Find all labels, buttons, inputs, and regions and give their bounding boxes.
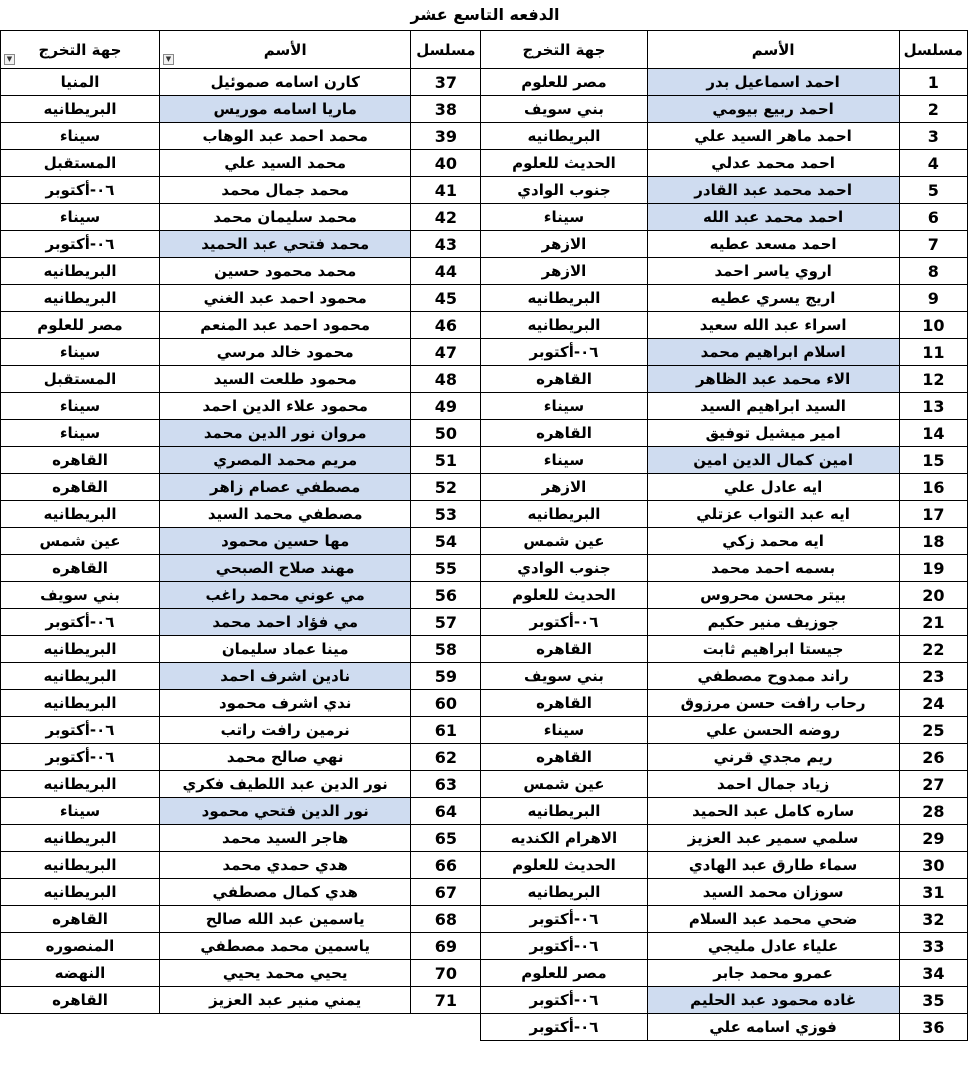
grad-cell[interactable]: البريطانيه [1, 258, 160, 285]
grad-cell[interactable]: القاهره [481, 690, 647, 717]
grad-cell[interactable]: القاهره [481, 366, 647, 393]
grad-cell[interactable]: المستقبل [1, 366, 160, 393]
name-cell[interactable]: محمد السيد علي [159, 150, 410, 177]
serial-cell[interactable]: 67 [411, 879, 481, 906]
name-cell[interactable]: سماء طارق عبد الهادي [647, 852, 899, 879]
name-cell[interactable]: نور الدين فتحي محمود [159, 798, 410, 825]
grad-cell[interactable]: البريطانيه [481, 501, 647, 528]
grad-cell[interactable]: البريطانيه [1, 501, 160, 528]
name-cell[interactable]: محمود علاء الدين احمد [159, 393, 410, 420]
grad-cell[interactable]: الاهرام الكنديه [481, 825, 647, 852]
serial-cell[interactable]: 18 [899, 528, 967, 555]
name-cell[interactable]: كارن اسامه صموئيل [159, 69, 410, 96]
table-row [1, 528, 968, 555]
name-cell[interactable]: محمد احمد عبد الوهاب [159, 123, 410, 150]
grad-cell[interactable]: ٠٦-أكتوبر [1, 744, 160, 771]
table-row [1, 609, 968, 636]
name-cell[interactable]: فوزي اسامه علي [647, 1014, 899, 1041]
grad-cell[interactable]: الحديث للعلوم [481, 852, 647, 879]
serial-cell[interactable]: 34 [899, 960, 967, 987]
serial-cell[interactable]: 64 [411, 798, 481, 825]
table-row [1, 474, 968, 501]
grad-cell[interactable]: ٠٦-أكتوبر [481, 906, 647, 933]
table-row [1, 771, 968, 798]
grad-cell[interactable]: سيناء [1, 123, 160, 150]
grad-cell[interactable]: الازهر [481, 258, 647, 285]
name-cell[interactable]: محمد جمال محمد [159, 177, 410, 204]
name-cell[interactable]: اروي ياسر احمد [647, 258, 899, 285]
name-cell[interactable]: مي عوني محمد راغب [159, 582, 410, 609]
name-cell[interactable]: مصطفي عصام زاهر [159, 474, 410, 501]
table-row [1, 825, 968, 852]
grad-cell[interactable]: سيناء [1, 204, 160, 231]
serial-cell[interactable]: 51 [411, 447, 481, 474]
table-row [1, 231, 968, 258]
grad-cell[interactable]: مصر للعلوم [1, 312, 160, 339]
name-cell[interactable]: الاء محمد عبد الظاهر [647, 366, 899, 393]
table-row [1, 663, 968, 690]
serial-cell[interactable]: 42 [411, 204, 481, 231]
serial-cell[interactable]: 5 [899, 177, 967, 204]
table-row [1, 123, 968, 150]
name-cell[interactable]: ضحي محمد عبد السلام [647, 906, 899, 933]
name-cell[interactable]: يمني منير عبد العزيز [159, 987, 410, 1014]
table-row [1, 366, 968, 393]
table-row [1, 690, 968, 717]
table-row [1, 393, 968, 420]
name-cell[interactable]: يحيي محمد يحيي [159, 960, 410, 987]
grad-cell[interactable]: سيناء [481, 204, 647, 231]
serial-cell[interactable]: 58 [411, 636, 481, 663]
grad-cell[interactable]: ٠٦-أكتوبر [1, 609, 160, 636]
name-cell[interactable]: اريج يسري عطيه [647, 285, 899, 312]
serial-cell[interactable]: 53 [411, 501, 481, 528]
name-cell[interactable]: احمد محمد عبد القادر [647, 177, 899, 204]
name-cell[interactable]: جيستا ابراهيم ثابت [647, 636, 899, 663]
table-row [1, 420, 968, 447]
grad-cell[interactable]: سيناء [1, 339, 160, 366]
name-cell[interactable]: بسمه احمد محمد [647, 555, 899, 582]
grad-cell[interactable]: عين شمس [481, 771, 647, 798]
serial-cell[interactable]: 62 [411, 744, 481, 771]
table-row [1, 312, 968, 339]
serial-cell[interactable]: 6 [899, 204, 967, 231]
serial-cell[interactable]: 55 [411, 555, 481, 582]
name-cell[interactable]: سوزان محمد السيد [647, 879, 899, 906]
serial-cell[interactable]: 27 [899, 771, 967, 798]
serial-cell[interactable]: 63 [411, 771, 481, 798]
serial-cell[interactable]: 12 [899, 366, 967, 393]
grad-cell[interactable]: سيناء [1, 393, 160, 420]
serial-cell[interactable]: 39 [411, 123, 481, 150]
name-cell[interactable]: السيد ابراهيم السيد [647, 393, 899, 420]
name-cell[interactable]: ساره كامل عبد الحميد [647, 798, 899, 825]
name-cell[interactable]: هدي كمال مصطفي [159, 879, 410, 906]
header-name-label: الأسم [263, 40, 307, 59]
graduates-table [0, 30, 968, 1041]
name-cell[interactable]: احمد ربيع بيومي [647, 96, 899, 123]
serial-cell[interactable]: 7 [899, 231, 967, 258]
grad-cell[interactable]: البريطانيه [1, 285, 160, 312]
name-cell[interactable]: جوزيف منير حكيم [647, 609, 899, 636]
name-cell[interactable]: امير ميشيل توفيق [647, 420, 899, 447]
header-name-left[interactable] [159, 31, 410, 69]
name-cell[interactable]: احمد محمد عدلي [647, 150, 899, 177]
grad-cell[interactable]: البريطانيه [481, 879, 647, 906]
grad-cell[interactable]: ٠٦-أكتوبر [481, 933, 647, 960]
name-cell[interactable]: محمود احمد عبد الغني [159, 285, 410, 312]
serial-cell[interactable]: 20 [899, 582, 967, 609]
grad-cell[interactable]: القاهره [1, 474, 160, 501]
serial-cell[interactable]: 10 [899, 312, 967, 339]
name-cell[interactable]: احمد ماهر السيد علي [647, 123, 899, 150]
table-row [1, 717, 968, 744]
serial-cell[interactable]: 19 [899, 555, 967, 582]
serial-cell[interactable]: 49 [411, 393, 481, 420]
header-name-right: الأسم [647, 31, 899, 69]
name-cell[interactable]: نادين اشرف احمد [159, 663, 410, 690]
name-cell[interactable]: مها حسين محمود [159, 528, 410, 555]
serial-cell[interactable]: 70 [411, 960, 481, 987]
grad-cell[interactable]: سيناء [481, 717, 647, 744]
grad-cell[interactable]: القاهره [481, 420, 647, 447]
name-cell[interactable]: غاده محمود عبد الحليم [647, 987, 899, 1014]
table-row [1, 1014, 968, 1041]
serial-cell[interactable]: 30 [899, 852, 967, 879]
name-cell[interactable]: ايه محمد زكي [647, 528, 899, 555]
name-cell[interactable]: ريم مجدي قرني [647, 744, 899, 771]
serial-cell[interactable]: 38 [411, 96, 481, 123]
serial-cell[interactable]: 46 [411, 312, 481, 339]
grad-cell[interactable]: سيناء [481, 447, 647, 474]
table-row [1, 852, 968, 879]
serial-cell[interactable]: 59 [411, 663, 481, 690]
serial-cell[interactable]: 68 [411, 906, 481, 933]
name-cell[interactable]: مهند صلاح الصبحي [159, 555, 410, 582]
table-row [1, 582, 968, 609]
serial-cell[interactable]: 8 [899, 258, 967, 285]
header-grad-left[interactable] [1, 31, 160, 69]
empty-cell [1, 1014, 481, 1041]
serial-cell[interactable]: 29 [899, 825, 967, 852]
grad-cell[interactable]: ٠٦-أكتوبر [1, 717, 160, 744]
serial-cell[interactable]: 41 [411, 177, 481, 204]
name-cell[interactable]: ايه عبد التواب عزتلي [647, 501, 899, 528]
table-row [1, 933, 968, 960]
serial-cell[interactable]: 52 [411, 474, 481, 501]
serial-cell[interactable]: 36 [899, 1014, 967, 1041]
serial-cell[interactable]: 15 [899, 447, 967, 474]
grad-cell[interactable]: سيناء [1, 798, 160, 825]
serial-cell[interactable]: 23 [899, 663, 967, 690]
table-row [1, 258, 968, 285]
serial-cell[interactable]: 56 [411, 582, 481, 609]
grad-cell[interactable]: الحديث للعلوم [481, 150, 647, 177]
serial-cell[interactable]: 40 [411, 150, 481, 177]
grad-cell[interactable]: الازهر [481, 231, 647, 258]
grad-cell[interactable]: البريطانيه [481, 798, 647, 825]
grad-cell[interactable]: البريطانيه [1, 879, 160, 906]
name-cell[interactable]: نهي صالح محمد [159, 744, 410, 771]
name-cell[interactable]: محمد محمود حسين [159, 258, 410, 285]
grad-cell[interactable]: بني سويف [1, 582, 160, 609]
table-row [1, 96, 968, 123]
grad-cell[interactable]: البريطانيه [1, 690, 160, 717]
name-cell[interactable]: مروان نور الدين محمد [159, 420, 410, 447]
grad-cell[interactable]: الازهر [481, 474, 647, 501]
serial-cell[interactable]: 22 [899, 636, 967, 663]
grad-cell[interactable]: المنيا [1, 69, 160, 96]
grad-cell[interactable]: ٠٦-أكتوبر [481, 987, 647, 1014]
grad-cell[interactable]: ٠٦-أكتوبر [481, 339, 647, 366]
sheet-title: الدفعه التاسع عشر [410, 5, 560, 24]
name-cell[interactable]: محمد فتحي عبد الحميد [159, 231, 410, 258]
table-row [1, 285, 968, 312]
table-row [1, 177, 968, 204]
serial-cell[interactable]: 69 [411, 933, 481, 960]
serial-cell[interactable]: 1 [899, 69, 967, 96]
serial-cell[interactable]: 65 [411, 825, 481, 852]
name-cell[interactable]: روضه الحسن علي [647, 717, 899, 744]
grad-cell[interactable]: البريطانيه [1, 852, 160, 879]
name-cell[interactable]: مي فؤاد احمد محمد [159, 609, 410, 636]
name-cell[interactable]: نرمين رافت راتب [159, 717, 410, 744]
header-row [1, 31, 968, 69]
header-grad-label: جهة التخرج [38, 40, 122, 59]
serial-cell[interactable]: 26 [899, 744, 967, 771]
name-cell[interactable]: ماريا اسامه موريس [159, 96, 410, 123]
dropdown-arrow-icon[interactable]: ▼ [4, 54, 15, 65]
table-row [1, 906, 968, 933]
name-cell[interactable]: هاجر السيد محمد [159, 825, 410, 852]
name-cell[interactable]: بيتر محسن محروس [647, 582, 899, 609]
name-cell[interactable]: ياسمين عبد الله صالح [159, 906, 410, 933]
table-row [1, 798, 968, 825]
serial-cell[interactable]: 71 [411, 987, 481, 1014]
name-cell[interactable]: احمد مسعد عطيه [647, 231, 899, 258]
name-cell[interactable]: علياء عادل مليجي [647, 933, 899, 960]
table-row [1, 987, 968, 1014]
grad-cell[interactable]: ٠٦-أكتوبر [481, 609, 647, 636]
grad-cell[interactable]: الحديث للعلوم [481, 582, 647, 609]
grad-cell[interactable]: البريطانيه [481, 285, 647, 312]
serial-cell[interactable]: 66 [411, 852, 481, 879]
serial-cell[interactable]: 61 [411, 717, 481, 744]
grad-cell[interactable]: بني سويف [481, 96, 647, 123]
grad-cell[interactable]: القاهره [1, 987, 160, 1014]
grad-cell[interactable]: سيناء [1, 420, 160, 447]
grad-cell[interactable]: النهضه [1, 960, 160, 987]
grad-cell[interactable]: مصر للعلوم [481, 69, 647, 96]
serial-cell[interactable]: 28 [899, 798, 967, 825]
serial-cell[interactable]: 60 [411, 690, 481, 717]
name-cell[interactable]: ندي اشرف محمود [159, 690, 410, 717]
grad-cell[interactable]: المستقبل [1, 150, 160, 177]
serial-cell[interactable]: 57 [411, 609, 481, 636]
serial-cell[interactable]: 25 [899, 717, 967, 744]
name-cell[interactable]: هدي حمدي محمد [159, 852, 410, 879]
table-row [1, 879, 968, 906]
table-row [1, 636, 968, 663]
grad-cell[interactable]: القاهره [481, 744, 647, 771]
name-cell[interactable]: رحاب رافت حسن مرزوق [647, 690, 899, 717]
grad-cell[interactable]: ٠٦-أكتوبر [1, 177, 160, 204]
serial-cell[interactable]: 14 [899, 420, 967, 447]
grad-cell[interactable]: بني سويف [481, 663, 647, 690]
name-cell[interactable]: نور الدين عبد اللطيف فكري [159, 771, 410, 798]
serial-cell[interactable]: 9 [899, 285, 967, 312]
name-cell[interactable]: سلمي سمير عبد العزيز [647, 825, 899, 852]
serial-cell[interactable]: 32 [899, 906, 967, 933]
grad-cell[interactable]: سيناء [481, 393, 647, 420]
table-row [1, 960, 968, 987]
serial-cell[interactable]: 45 [411, 285, 481, 312]
grad-cell[interactable]: جنوب الوادي [481, 555, 647, 582]
serial-cell[interactable]: 47 [411, 339, 481, 366]
grad-cell[interactable]: البريطانيه [1, 771, 160, 798]
table-row [1, 744, 968, 771]
dropdown-arrow-icon[interactable]: ▼ [163, 54, 174, 65]
serial-cell[interactable]: 3 [899, 123, 967, 150]
name-cell[interactable]: محمود احمد عبد المنعم [159, 312, 410, 339]
serial-cell[interactable]: 54 [411, 528, 481, 555]
name-cell[interactable]: زياد جمال احمد [647, 771, 899, 798]
name-cell[interactable]: امين كمال الدين امين [647, 447, 899, 474]
serial-cell[interactable]: 43 [411, 231, 481, 258]
table-row [1, 339, 968, 366]
grad-cell[interactable]: ٠٦-أكتوبر [481, 1014, 647, 1041]
name-cell[interactable]: اسلام ابراهيم محمد [647, 339, 899, 366]
grad-cell[interactable]: البريطانيه [481, 123, 647, 150]
serial-cell[interactable]: 37 [411, 69, 481, 96]
grad-cell[interactable]: عين شمس [481, 528, 647, 555]
header-grad-right: جهة التخرج [481, 31, 647, 69]
grad-cell[interactable]: القاهره [1, 555, 160, 582]
serial-cell[interactable]: 33 [899, 933, 967, 960]
serial-cell[interactable]: 48 [411, 366, 481, 393]
grad-cell[interactable]: القاهره [1, 447, 160, 474]
name-cell[interactable]: ايه عادل علي [647, 474, 899, 501]
serial-cell[interactable]: 21 [899, 609, 967, 636]
name-cell[interactable]: محمود خالد مرسي [159, 339, 410, 366]
table-row [1, 447, 968, 474]
name-cell[interactable]: احمد اسماعيل بدر [647, 69, 899, 96]
table-row [1, 555, 968, 582]
table-row [1, 204, 968, 231]
grad-cell[interactable]: عين شمس [1, 528, 160, 555]
name-cell[interactable]: مريم محمد المصري [159, 447, 410, 474]
serial-cell[interactable]: 4 [899, 150, 967, 177]
grad-cell[interactable]: البريطانيه [1, 636, 160, 663]
table-row [1, 69, 968, 96]
name-cell[interactable]: احمد محمد عبد الله [647, 204, 899, 231]
grad-cell[interactable]: القاهره [481, 636, 647, 663]
header-serial-right: مسلسل [899, 31, 967, 69]
header-serial-left: مسلسل [411, 31, 481, 69]
grad-cell[interactable]: مصر للعلوم [481, 960, 647, 987]
table-row [1, 501, 968, 528]
table-row [1, 150, 968, 177]
serial-cell[interactable]: 13 [899, 393, 967, 420]
grad-cell[interactable]: البريطانيه [1, 663, 160, 690]
serial-cell[interactable]: 35 [899, 987, 967, 1014]
name-cell[interactable]: مصطفي محمد السيد [159, 501, 410, 528]
serial-cell[interactable]: 50 [411, 420, 481, 447]
grad-cell[interactable]: جنوب الوادي [481, 177, 647, 204]
name-cell[interactable]: اسراء عبد الله سعيد [647, 312, 899, 339]
grad-cell[interactable]: ٠٦-أكتوبر [1, 231, 160, 258]
serial-cell[interactable]: 2 [899, 96, 967, 123]
name-cell[interactable]: ياسمين محمد مصطفي [159, 933, 410, 960]
serial-cell[interactable]: 16 [899, 474, 967, 501]
grad-cell[interactable]: البريطانيه [481, 312, 647, 339]
name-cell[interactable]: محمود طلعت السيد [159, 366, 410, 393]
serial-cell[interactable]: 11 [899, 339, 967, 366]
serial-cell[interactable]: 17 [899, 501, 967, 528]
grad-cell[interactable]: البريطانيه [1, 96, 160, 123]
serial-cell[interactable]: 24 [899, 690, 967, 717]
grad-cell[interactable]: البريطانيه [1, 825, 160, 852]
grad-cell[interactable]: القاهره [1, 906, 160, 933]
name-cell[interactable]: راند ممدوح مصطفي [647, 663, 899, 690]
name-cell[interactable]: محمد سليمان محمد [159, 204, 410, 231]
name-cell[interactable]: مينا عماد سليمان [159, 636, 410, 663]
grad-cell[interactable]: المنصوره [1, 933, 160, 960]
serial-cell[interactable]: 44 [411, 258, 481, 285]
serial-cell[interactable]: 31 [899, 879, 967, 906]
name-cell[interactable]: عمرو محمد جابر [647, 960, 899, 987]
